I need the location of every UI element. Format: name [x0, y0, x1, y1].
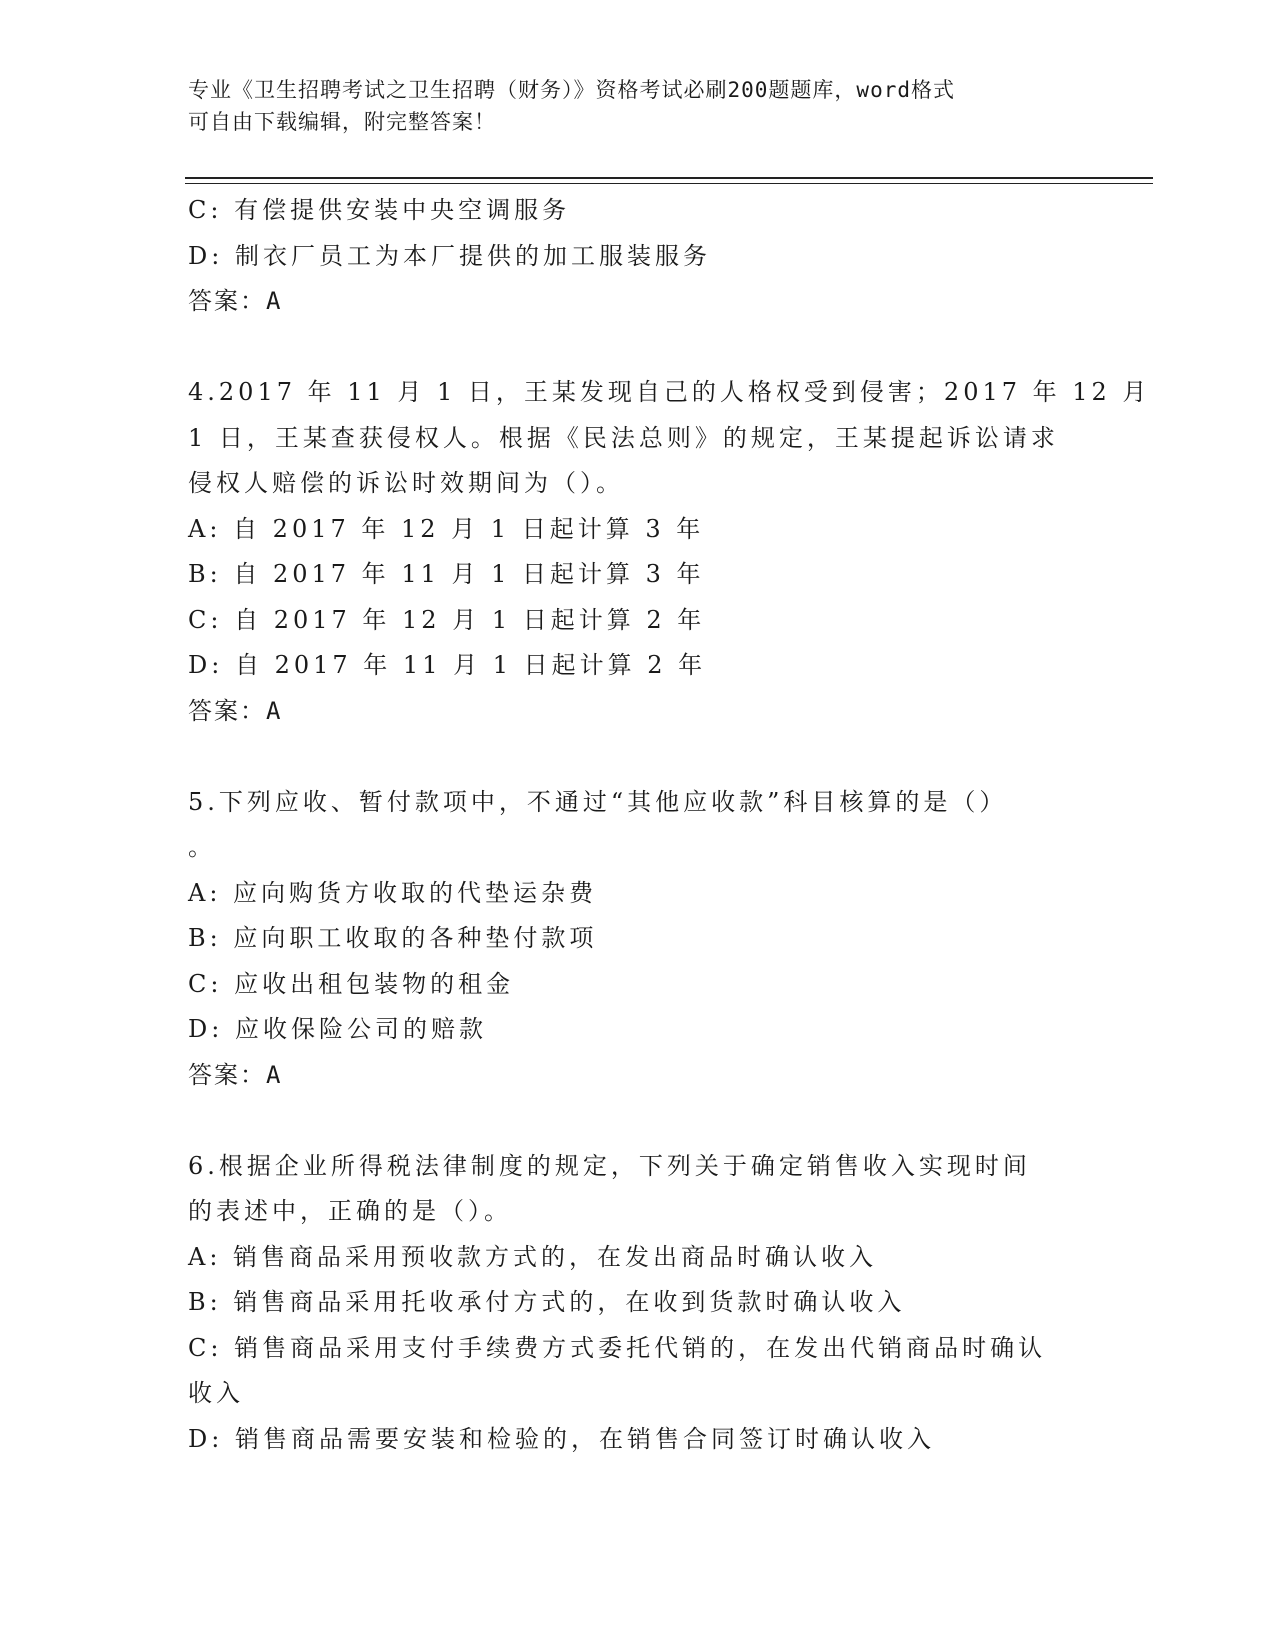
q6-option-d: D: 销售商品需要安装和检验的，在销售合同签订时确认收入: [188, 1424, 935, 1453]
q3-answer: [188, 279, 1088, 325]
q5-stem-line-1: 5.下列应收、暂付款项中，不通过“其他应收款”科目核算的是（）: [188, 787, 1008, 816]
q6-stem-line-2: 的表述中，正确的是（）。: [188, 1197, 512, 1225]
q5-option-b: B: 应向职工收取的各种垫付款项: [188, 924, 598, 952]
answer-value: A: [266, 1060, 283, 1089]
header-title-line-2: 可自由下载编辑，附完整答案！: [188, 110, 496, 134]
q5-option-a: A: 应向购货方收取的代垫运杂费: [188, 878, 598, 907]
question-content: [188, 188, 1151, 1462]
document-header: [188, 74, 1088, 138]
q4-option-b: B: 自 2017 年 11 月 1 日起计算 3 年: [188, 560, 705, 588]
q4-option-a: A: 自 2017 年 12 月 1 日起计算 3 年: [188, 514, 705, 543]
q6-option-a: A: 销售商品采用预收款方式的，在发出商品时确认收入: [188, 1242, 878, 1271]
header-title-line-1: 专业《卫生招聘考试之卫生招聘（财务）》资格考试必刷200题题库，word格式: [188, 78, 955, 102]
q6-option-c-cont: 收入: [188, 1379, 244, 1407]
q4-option-d: D: 自 2017 年 11 月 1 日起计算 2 年: [188, 651, 707, 679]
spacer: [188, 734, 1088, 780]
spacer: [188, 1098, 1088, 1144]
q5-stem-line-2: 。: [188, 833, 216, 861]
q4-stem-line-2: 1 日，王某查获侵权人。根据《民法总则》的规定，王某提起诉讼请求: [188, 423, 1059, 452]
answer-label: 答案：: [188, 287, 266, 315]
q4-answer: [188, 689, 1088, 735]
spacer: [188, 325, 1088, 371]
q4-stem-line-1: 4.2017 年 11 月 1 日，王某发现自己的人格权受到侵害；2017 年 12 月: [188, 378, 1151, 406]
q4-option-c: C: 自 2017 年 12 月 1 日起计算 2 年: [188, 605, 706, 634]
answer-value: A: [266, 696, 283, 725]
answer-label: 答案：: [188, 696, 266, 725]
q6-option-b: B: 销售商品采用托收承付方式的，在收到货款时确认收入: [188, 1288, 906, 1316]
answer-label: 答案：: [188, 1060, 266, 1089]
q6-stem-line-1: 6.根据企业所得税法律制度的规定，下列关于确定销售收入实现时间: [188, 1151, 1031, 1180]
q5-answer: [188, 1053, 1088, 1099]
q5-option-c: C: 应收出租包装物的租金: [188, 969, 515, 998]
header-divider-thick: [185, 177, 1153, 179]
q4-stem-line-3: 侵权人赔偿的诉讼时效期间为（）。: [188, 469, 624, 497]
answer-value: A: [266, 287, 283, 315]
q5-option-d: D: 应收保险公司的赔款: [188, 1015, 487, 1043]
q3-option-d: D: 制衣厂员工为本厂提供的加工服装服务: [188, 241, 711, 270]
header-divider-thin: [185, 183, 1153, 184]
q3-option-c: C: 有偿提供安装中央空调服务: [188, 196, 571, 224]
q6-option-c: C: 销售商品采用支付手续费方式委托代销的，在发出代销商品时确认: [188, 1333, 1047, 1362]
